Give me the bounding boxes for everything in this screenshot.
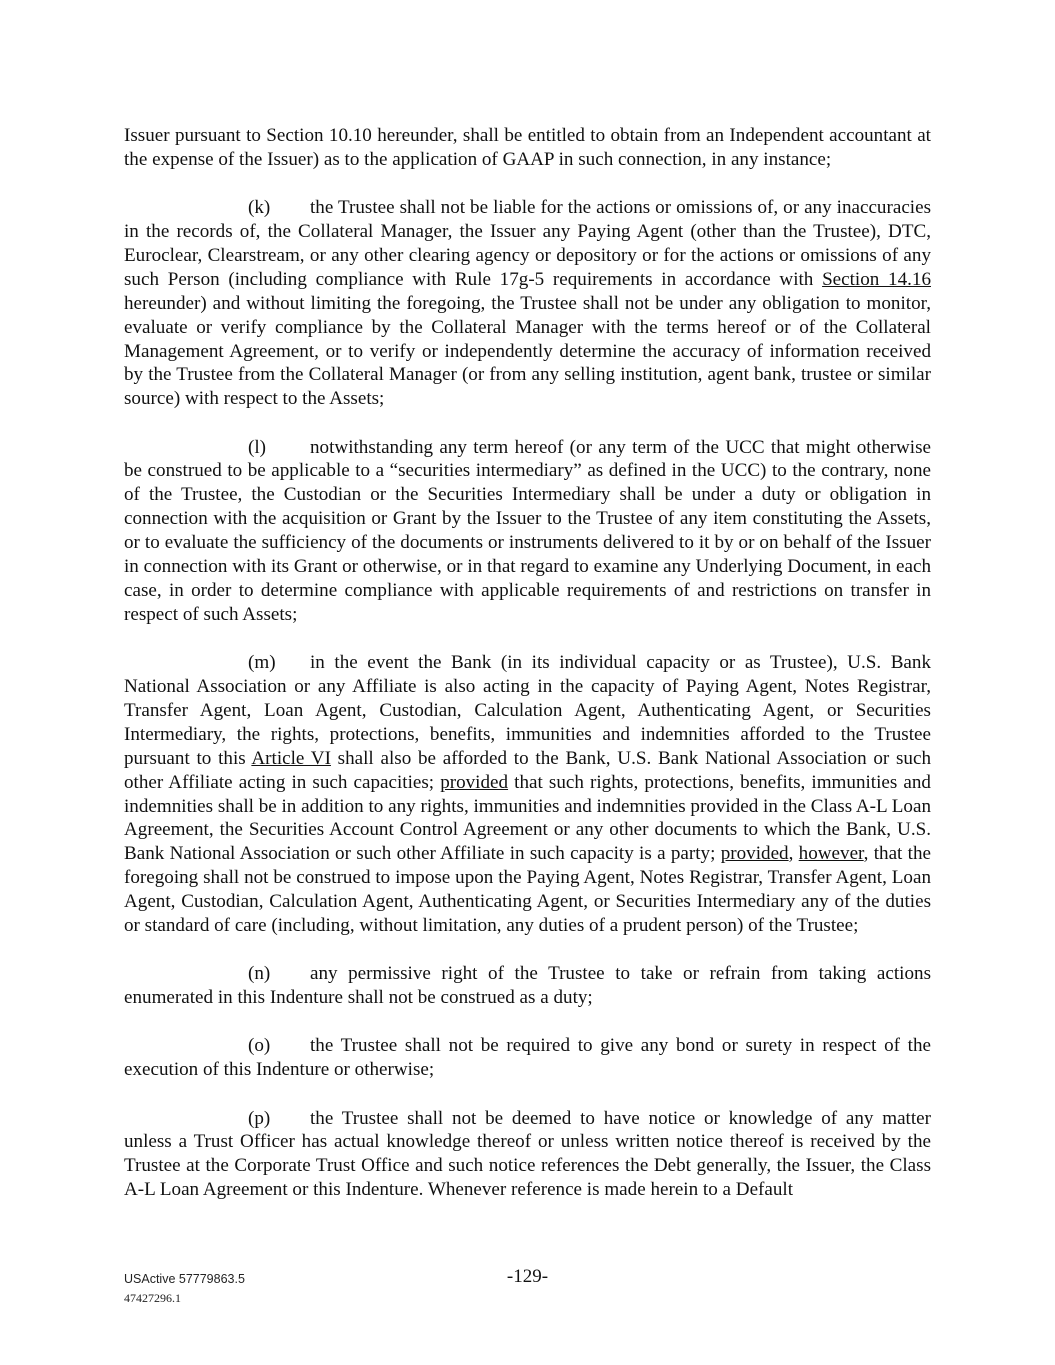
clause-p-text: the Trustee shall not be deemed to have notice or knowledge of any matter unless a Trust Officer has actual knowledge thereof or unless written notice thereof is received by the Trustee at the Corporate Trust Office and such notice references the Debt generally, the Issuer, the Class A-L Loan Agreement or this Indenture. Whenever reference is made herein to a Default bbox=[124, 1107, 931, 1201]
clause-m bbox=[124, 651, 931, 938]
section-14-16-reference: Section 14.16 bbox=[822, 268, 931, 290]
however-term: however bbox=[798, 843, 864, 865]
article-vi-reference: Article VI bbox=[251, 747, 331, 769]
clause-k bbox=[124, 196, 931, 411]
clause-l-marker: (l) bbox=[248, 436, 267, 458]
clause-n-text: any permissive right of the Trustee to take or refrain from taking actions enumerated in this Indenture shall not be construed as a duty; bbox=[124, 963, 931, 1009]
provided-term: provided bbox=[440, 771, 509, 793]
clause-m-text-1: in the event the Bank (in its individual capacity or as Trustee), U.S. Bank National Association or any Affiliate is also acting in the capacity of Paying Agent, Notes Registrar, Transfer Agent, Loan Agent, Custodian, Calculation Agent, Authenticating Agent, or Securities Intermediary, the rights, protections, benefits, immunities and indemnities afforded to the Trustee pursuant to this bbox=[124, 652, 931, 769]
clause-p-marker: (p) bbox=[248, 1107, 271, 1129]
intro-text: Issuer pursuant to Section 10.10 hereunder, shall be entitled to obtain from an Independent accountant at the expense of the Issuer) as to the application of GAAP in such connection, in any instance; bbox=[124, 125, 931, 170]
clause-l-text: notwithstanding any term hereof (or any term of the UCC that might otherwise be construed to be applicable to a “securities intermediary” as defined in the UCC) to the contrary, none of the Trustee, the Custodian or the Securities Intermediary shall be under a duty or obligation in connection with the acquisition or Grant by the Issuer to the Trustee of any item constituting the Assets, or to evaluate the sufficiency of the documents or instruments delivered to it by or on behalf of the Issuer in connection with its Grant or otherwise, or in that regard to examine any Underlying Document, in each case, in order to determine compliance with applicable requirements of and restrictions on transfer in respect of such Assets; bbox=[124, 436, 931, 625]
clause-m-text-2: shall also be afforded to the Bank, U.S. Bank National Association or such other Affiliate acting in such capacities; bbox=[124, 747, 932, 793]
intro-paragraph bbox=[124, 124, 931, 172]
clause-m-marker: (m) bbox=[248, 652, 276, 674]
clause-k-text-1: the Trustee shall not be liable for the actions or omissions of, or any inaccuracies in the records of, the Collateral Manager, the Issuer any Paying Agent (other than the Trustee), DTC, Euroclear, Clearstream, or any other clearing agency or depository or for the actions or omissions of any such Person (including compliance with Rule 17g-5 requirements in accordance with bbox=[124, 197, 931, 290]
page-number: -129- bbox=[506, 1266, 549, 1287]
clause-k-marker: (k) bbox=[248, 197, 271, 219]
clause-l bbox=[124, 436, 931, 627]
clause-o-text: the Trustee shall not be required to give any bond or surety in respect of the execution of this Indenture or otherwise; bbox=[124, 1035, 931, 1081]
document-id: USActive 57779863.5 bbox=[124, 1272, 245, 1286]
clause-m-text-5: , that the foregoing shall not be construed to impose upon the Paying Agent, Notes Registrar, Transfer Agent, Loan Agent, Custodian, Calculation Agent, Authenticating Agent, or Securities Intermediary any of the duties or standard of care (including, without limitation, any duties of a prudent person) of the Trustee; bbox=[124, 843, 931, 937]
document-sub-id: 47427296.1 bbox=[124, 1291, 181, 1305]
document-page bbox=[124, 124, 931, 1226]
clause-k-text-2: hereunder) and without limiting the foregoing, the Trustee shall not be under any obligation to monitor, evaluate or verify compliance by the Collateral Manager with the terms hereof or of the Collateral Management Agreement, or to verify or independently determine the accuracy of information received by the Trustee from the Collateral Manager (or from any selling institution, agent bank, trustee or similar source) with respect to the Assets; bbox=[124, 292, 931, 410]
clause-o-marker: (o) bbox=[248, 1035, 271, 1057]
provided-term-2: provided bbox=[720, 843, 789, 865]
clause-n-marker: (n) bbox=[248, 963, 271, 985]
clause-n bbox=[124, 962, 931, 1010]
clause-m-text-4: , bbox=[788, 843, 799, 865]
clause-p bbox=[124, 1107, 931, 1203]
clause-m-text-3: that such rights, protections, benefits, immunities and indemnities shall be in addition to any rights, immunities and indemnities provided in the Class A-L Loan Agreement, the Securities Account Control Agreement or any other documents to which the Bank, U.S. Bank National Association or such other Affiliate in such capacity is a party; bbox=[124, 771, 931, 865]
clause-o bbox=[124, 1034, 931, 1082]
